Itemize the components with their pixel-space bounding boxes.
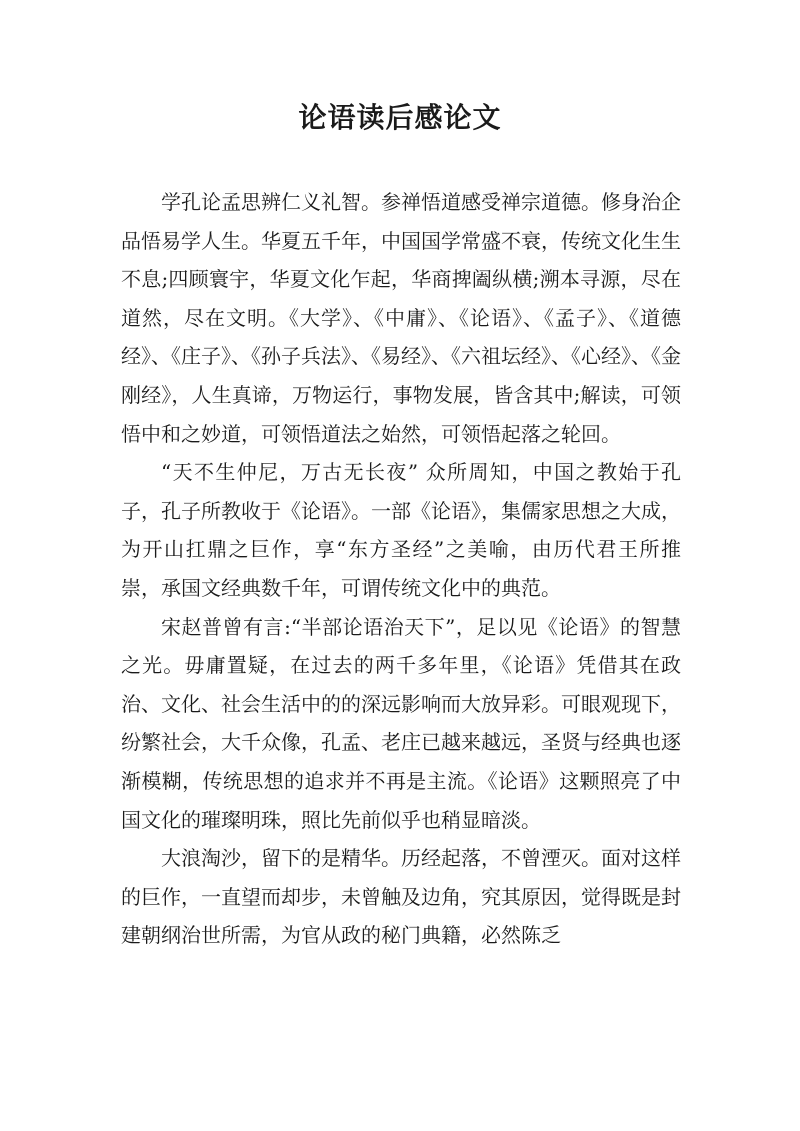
paragraph-1: 学孔论孟思辨仁义礼智。参禅悟道感受禅宗道德。修身治企品悟易学人生。华夏五千年，中国国学常盛不衰，传统文化生生不息;四顾寰宇，华夏文化乍起，华商捭阖纵横;溯本寻源，尽在道然，尽在文明。《大学》、《中庸》、《论语》、《孟子》、《道德经》、《庄子》、《孙子兵法》、《易经》、《六祖坛经》、《心经》、《金刚经》，人生真谛，万物运行，事物发展，皆含其中;解读，可领悟中和之妙道，可领悟道法之始然，可领悟起落之轮回。 <box>121 190 681 446</box>
paragraph-3: 宋赵普曾有言:“半部论语治天下”，足以见《论语》的智慧之光。毋庸置疑，在过去的两千多年里，《论语》凭借其在政治、文化、社会生活中的的深远影响而大放异彩。可眼观现下，纷繁社会，大千众像，孔孟、老庄已越来越远，圣贤与经典也逐渐模糊，传统思想的追求并不再是主流。《论语》这颗照亮了中国文化的璀璨明珠，照比先前似乎也稍显暗淡。 <box>121 614 681 832</box>
document-title: 论语读后感论文 <box>298 101 502 134</box>
paragraph-2: “天不生仲尼，万古无长夜” 众所周知，中国之教始于孔子，孔子所教收于《论语》。一部《论语》，集儒家思想之大成，为开山扛鼎之巨作，享“东方圣经”之美喻，由历代君王所推崇，承国文经典数千年，可谓传统文化中的典范。 <box>121 460 681 600</box>
document-body <box>121 183 681 955</box>
paragraph-4: 大浪淘沙，留下的是精华。历经起落，不曾湮灭。面对这样的巨作，一直望而却步，未曾触及边角，究其原因，觉得既是封建朝纲治世所需，为官从政的秘门典籍，必然陈乏 <box>121 846 681 948</box>
